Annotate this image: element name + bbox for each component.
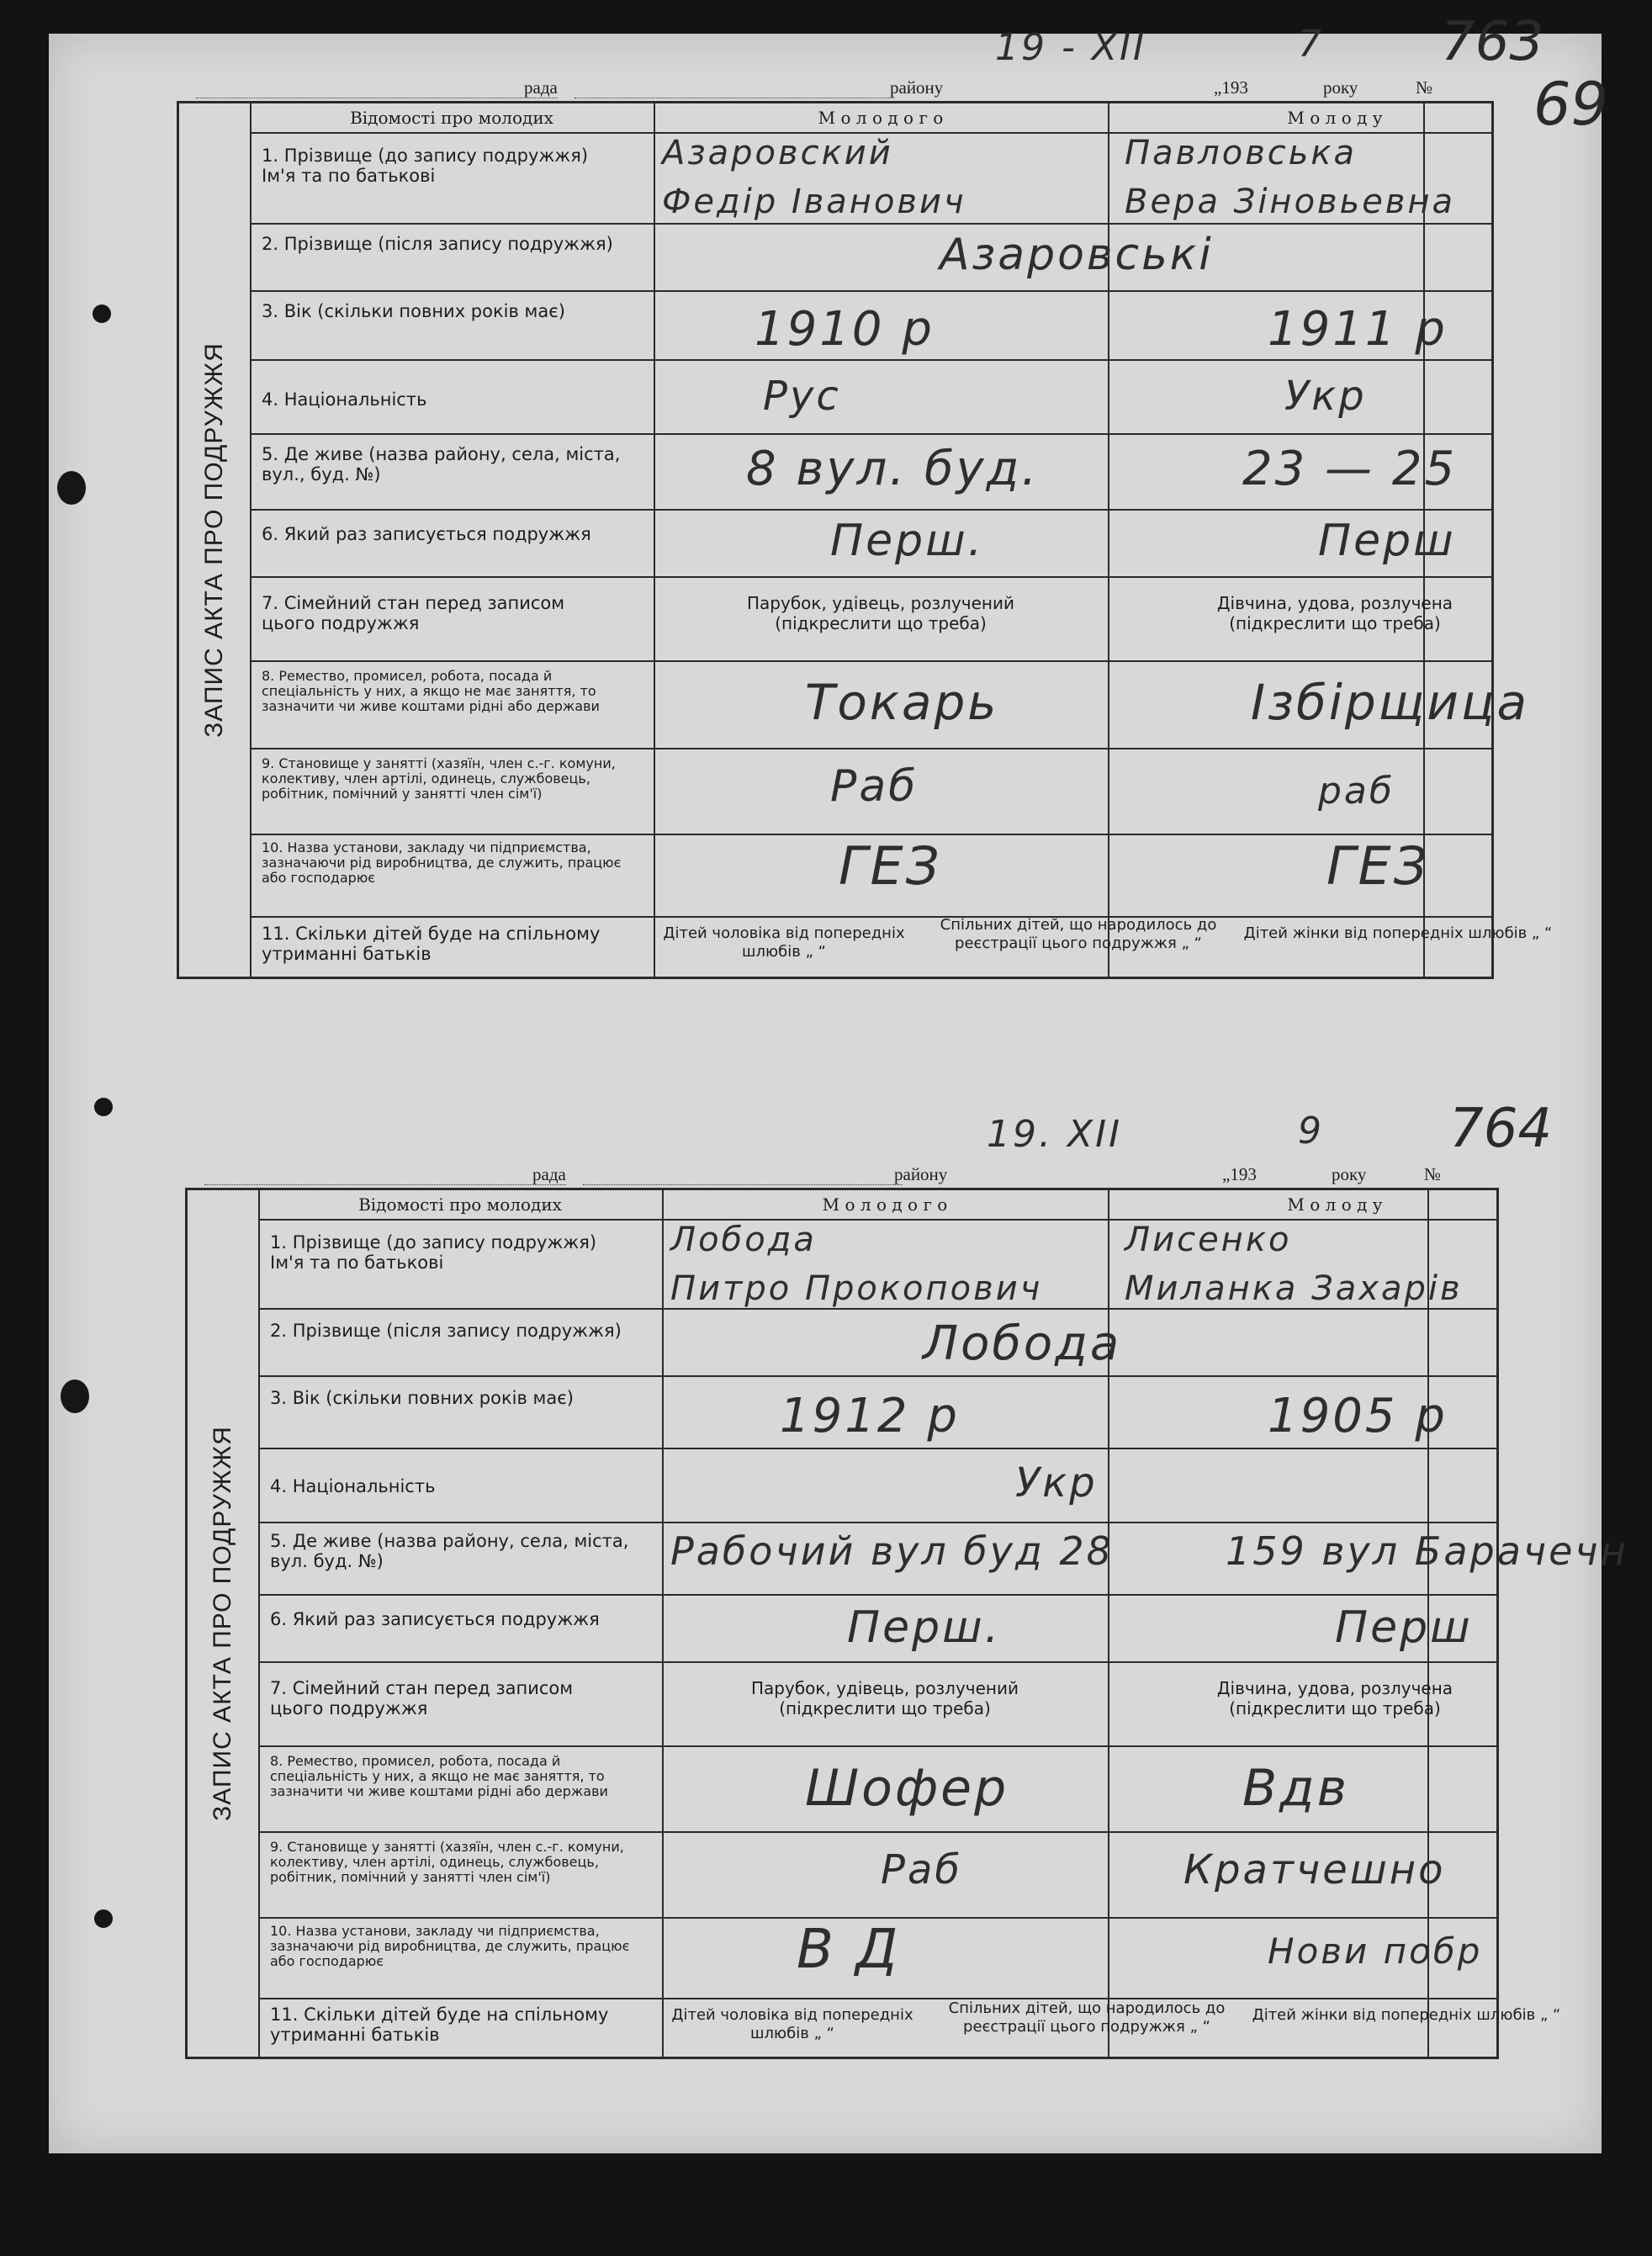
row-8-label: 8. Ремество, промисел, робота, посада й спеціальність у них, а якщо не має заняття, то зазначити чи живе коштами рідні або держави (270, 1753, 608, 1799)
raionu-label: району (894, 1164, 948, 1184)
side-title: ЗАПИС АКТА ПРО ПОДРУЖЖЯ (179, 103, 252, 977)
bride-occupation: Вдв (1242, 1759, 1350, 1818)
bride-name: Павловська Вера Зіновьевна (1125, 134, 1456, 221)
row-4-label: 4. Національність (270, 1476, 436, 1496)
groom-times: Перш. (830, 516, 985, 566)
number-label: № (1424, 1164, 1442, 1184)
binding-hole (61, 1380, 89, 1413)
row-9-label: 9. Становище у занятті (хазяїн, член с.-г. комуни, колективу, член артілі, одинець, службовець, робітник, помічний у занятті член сім'ї) (270, 1839, 624, 1885)
record-header (179, 58, 1491, 103)
binding-hole (94, 1909, 113, 1928)
year-suffix: року (1323, 77, 1358, 98)
bride-workplace: ГЕЗ (1326, 835, 1430, 897)
row-3-label: 3. Вік (скільки повних років має) (262, 301, 565, 321)
bride-occupation: Ізбірщица (1251, 674, 1529, 731)
groom-position: Раб (830, 761, 919, 812)
bride-marital-status: Дівчина, удова, розлучена (підкреслити що треба) (1216, 1678, 1453, 1718)
groom-times: Перш. (847, 1602, 1002, 1653)
record-grid (258, 1190, 1628, 2057)
groom-position: Раб (881, 1846, 962, 1893)
year-prefix: „193 (1214, 77, 1248, 98)
row-1-label: 1. Прізвище (до запису подружжя) Ім'я та по батькові (270, 1232, 597, 1273)
row-6-label: 6. Який раз записується подружжя (270, 1609, 600, 1629)
groom-occupation: Шофер (805, 1759, 1009, 1818)
bride-age: 1911 р (1268, 302, 1448, 357)
bride-marital-status: Дівчина, удова, розлучена (підкреслити що треба) (1216, 593, 1453, 633)
groom-header: М о л о д о г о (822, 1194, 948, 1215)
record-grid (250, 103, 1553, 977)
groom-marital-status: Парубок, удівець, розлучений (підкреслити що треба) (747, 593, 1014, 633)
kids-common: Спільних дітей, що народилось до реєстрації цього подружжя „ “ (948, 1999, 1226, 2036)
marriage-record-1 (177, 11, 1609, 979)
bride-header: М о л о д у (1287, 108, 1383, 128)
groom-nationality: Рус (763, 373, 841, 420)
groom-nationality: Укр (1015, 1459, 1098, 1507)
kids-wife: Дітей жінки від попередніх шлюбів „ “ (1243, 924, 1553, 942)
year-digit: 7 (1298, 23, 1324, 66)
bride-address: 23 — 25 (1242, 442, 1458, 496)
groom-age: 1910 р (755, 302, 935, 357)
bride-age: 1905 р (1268, 1389, 1448, 1443)
row-9-label: 9. Становище у занятті (хазяїн, член с.-г. комуни, колективу, член артілі, одинець, службовець, робітник, помічний у занятті член сім'ї) (262, 755, 616, 802)
groom-surname-after: Лобода (923, 1316, 1122, 1371)
raionu-label: району (890, 77, 944, 98)
marriage-record-2 (185, 1098, 1628, 2059)
bride-name: Лисенко Миланка Захарів (1125, 1221, 1463, 1308)
row-6-label: 6. Який раз записується подружжя (262, 524, 591, 544)
row-2-label: 2. Прізвище (після запису подружжя) (270, 1321, 622, 1341)
row-7-label: 7. Сімейний стан перед записом цього подружжя (270, 1678, 574, 1718)
info-header: Відомості про молодих (350, 108, 553, 128)
bride-times: Перш (1318, 516, 1456, 566)
row-3-label: 3. Вік (скільки повних років має) (270, 1388, 574, 1408)
groom-address: 8 вул. буд. (746, 442, 1040, 496)
bride-position: Кратчешно (1183, 1846, 1446, 1893)
year-digit: 9 (1298, 1109, 1324, 1152)
row-10-label: 10. Назва установи, закладу чи підприємства, зазначаючи рід виробництва, де служить, працює або господарює (270, 1923, 630, 1969)
side-title: ЗАПИС АКТА ПРО ПОДРУЖЖЯ (188, 1190, 260, 2057)
groom-name: Азаровский Федір Іванович (662, 134, 966, 221)
binding-hole (94, 1098, 113, 1116)
row-1-label: 1. Прізвище (до запису подружжя) Ім'я та по батькові (262, 146, 589, 186)
row-4-label: 4. Національність (262, 389, 427, 410)
bride-position: раб (1318, 770, 1395, 813)
row-8-label: 8. Ремество, промисел, робота, посада й спеціальність у них, а якщо не має заняття, то зазначити чи живе коштами рідні або держави (262, 668, 600, 714)
year-prefix: „193 (1222, 1164, 1257, 1184)
rada-label: рада (524, 77, 558, 98)
kids-common: Спільних дітей, що народилось до реєстрації цього подружжя „ “ (940, 916, 1217, 952)
groom-workplace: В Д (797, 1919, 901, 1981)
groom-header: М о л о д о г о (818, 108, 944, 128)
number-label: № (1416, 77, 1433, 98)
binding-hole (57, 471, 86, 505)
bride-header: М о л о д у (1287, 1194, 1383, 1215)
bride-workplace: Нови побр (1268, 1930, 1483, 1972)
row-7-label: 7. Сімейний стан перед записом цього подружжя (262, 593, 565, 633)
groom-workplace: ГЕЗ (839, 835, 942, 897)
kids-wife: Дітей жінки від попередніх шлюбів „ “ (1252, 2006, 1561, 2024)
row-5-label: 5. Де живе (назва району, села, міста, вул. буд. №) (270, 1531, 629, 1571)
info-header: Відомості про молодих (358, 1194, 562, 1215)
record-number: 764 (1449, 1098, 1553, 1160)
record-number: 763 (1441, 11, 1544, 73)
row-11-label: 11. Скільки дітей буде на спільному утриманні батьків (262, 924, 601, 964)
groom-marital-status: Парубок, удівець, розлучений (підкреслити що треба) (751, 1678, 1019, 1718)
rada-label: рада (532, 1164, 566, 1184)
kids-husband: Дітей чоловіка від попередніх шлюбів „ “ (663, 924, 905, 961)
kids-husband: Дітей чоловіка від попередніх шлюбів „ “ (671, 2006, 913, 2042)
record-date: 19. XII (987, 1113, 1123, 1156)
corner-number: 69 (1533, 70, 1609, 139)
row-2-label: 2. Прізвище (після запису подружжя) (262, 234, 613, 254)
row-5-label: 5. Де живе (назва району, села, міста, вул., буд. №) (262, 444, 621, 485)
groom-occupation: Токарь (805, 674, 999, 731)
groom-age: 1912 р (780, 1389, 960, 1443)
groom-name: Лобода Питро Прокопович (670, 1221, 1043, 1308)
row-11-label: 11. Скільки дітей буде на спільному утриманні батьків (270, 2004, 609, 2045)
groom-address: Рабочий вул буд 28 (670, 1528, 1114, 1574)
row-10-label: 10. Назва установи, закладу чи підприємства, зазначаючи рід виробництва, де служить, працює або господарює (262, 839, 622, 886)
bride-address: 159 вул Барачечн (1226, 1528, 1628, 1574)
bride-times: Перш (1335, 1602, 1473, 1653)
binding-hole (93, 305, 111, 323)
year-suffix: року (1332, 1164, 1367, 1184)
bride-nationality: Укр (1284, 373, 1367, 420)
groom-surname-after: Азаровські (940, 230, 1214, 280)
record-date: 19 - XII (995, 26, 1146, 69)
